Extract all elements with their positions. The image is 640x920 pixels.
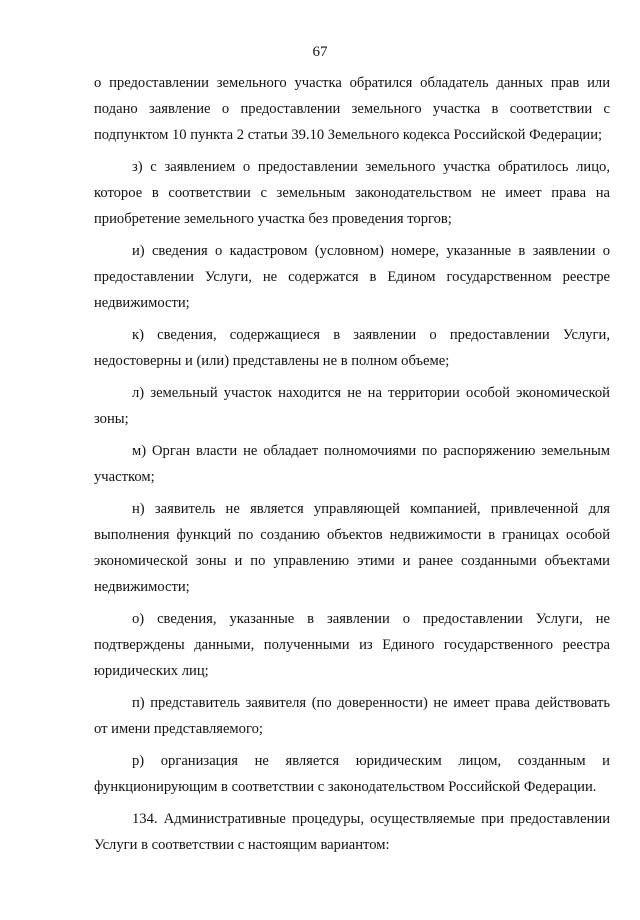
paragraph-134: 134. Административные процедуры, осуществляемые при предоставлении Услуги в соответствии с настоящим вариантом:: [94, 811, 610, 853]
paragraph-l: л) земельный участок находится не на территории особой экономической зоны;: [94, 385, 610, 427]
paragraph-n: н) заявитель не является управляющей компанией, привлеченной для выполнения функций по созданию объектов недвижимости в границах особой экономической зоны и по управлению этими и ранее созданными объектами недвижимости;: [94, 501, 610, 595]
page-number: 67: [312, 44, 328, 60]
paragraph-r: р) организация не является юридическим лицом, созданным и функционирующим в соответствии с законодательством Российской Федерации.: [94, 753, 610, 795]
paragraph-m: м) Орган власти не обладает полномочиями по распоряжению земельным участком;: [94, 443, 610, 485]
paragraph-z: з) с заявлением о предоставлении земельного участка обратилось лицо, которое в соответствии с земельным законодательством не имеет права на приобретение земельного участка без проведения торгов;: [94, 159, 610, 227]
paragraph-i: и) сведения о кадастровом (условном) номере, указанные в заявлении о предоставлении Услуги, не содержатся в Едином государственном реестре недвижимости;: [94, 243, 610, 311]
paragraph-k: к) сведения, содержащиеся в заявлении о предоставлении Услуги, недостоверны и (или) представлены не в полном объеме;: [94, 327, 610, 369]
paragraph-p: п) представитель заявителя (по доверенности) не имеет права действовать от имени представляемого;: [94, 695, 610, 737]
document-body: [94, 70, 610, 864]
paragraph-o: о) сведения, указанные в заявлении о предоставлении Услуги, не подтверждены данными, полученными из Единого государственного реестра юридических лиц;: [94, 611, 610, 679]
paragraph-continuation: о предоставлении земельного участка обратился обладатель данных прав или подано заявление о предоставлении земельного участка в соответствии с подпунктом 10 пункта 2 статьи 39.10 Земельного кодекса Российской Федерации;: [94, 75, 610, 143]
